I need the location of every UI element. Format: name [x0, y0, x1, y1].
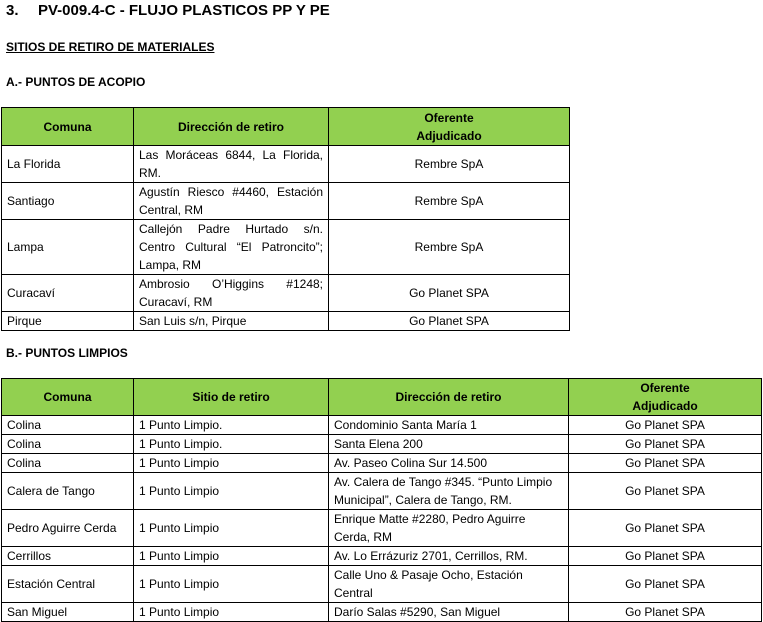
- table-row: [2, 312, 570, 331]
- limpios-cell-sitio: 1 Punto Limpio.: [134, 435, 329, 454]
- table-row: [2, 566, 762, 603]
- limpios-cell-comuna: Colina: [2, 454, 134, 473]
- limpios-cell-oferente: Go Planet SPA: [569, 435, 762, 454]
- limpios-cell-direccion: Calle Uno & Pasaje Ocho, Estación Central: [329, 566, 569, 603]
- limpios-cell-direccion: Santa Elena 200: [329, 435, 569, 454]
- table-row: [2, 146, 570, 183]
- acopio-cell-comuna: Pirque: [2, 312, 134, 331]
- acopio-cell-comuna: La Florida: [2, 146, 134, 183]
- acopio-cell-oferente: Rembre SpA: [329, 183, 570, 220]
- limpios-header-direccion: Dirección de retiro: [329, 379, 569, 416]
- limpios-cell-direccion: Condominio Santa María 1: [329, 416, 569, 435]
- limpios-cell-sitio: 1 Punto Limpio: [134, 547, 329, 566]
- limpios-header-oferente-line1: Oferente: [640, 381, 690, 395]
- limpios-cell-comuna: San Miguel: [2, 603, 134, 622]
- section-title: PV-009.4-C - FLUJO PLASTICOS PP Y PE: [38, 2, 330, 19]
- acopio-header-direccion: Dirección de retiro: [134, 108, 329, 146]
- acopio-cell-oferente: Rembre SpA: [329, 146, 570, 183]
- table-row: [2, 473, 762, 510]
- acopio-header-oferente: [329, 108, 570, 146]
- limpios-cell-oferente: Go Planet SPA: [569, 454, 762, 473]
- section-number: 3.: [6, 2, 19, 19]
- acopio-cell-oferente: Go Planet SPA: [329, 275, 570, 312]
- table-row: [2, 416, 762, 435]
- table-row: [2, 603, 762, 622]
- limpios-cell-sitio: 1 Punto Limpio: [134, 473, 329, 510]
- limpios-cell-sitio: 1 Punto Limpio: [134, 603, 329, 622]
- limpios-cell-sitio: 1 Punto Limpio: [134, 510, 329, 547]
- table-row: [2, 454, 762, 473]
- acopio-header-oferente-line1: Oferente: [424, 110, 474, 125]
- limpios-cell-direccion: Av. Lo Errázuriz 2701, Cerrillos, RM.: [329, 547, 569, 566]
- acopio-cell-direccion: Ambrosio O’Higgins #1248; Curacaví, RM: [134, 275, 329, 312]
- limpios-cell-oferente: Go Planet SPA: [569, 473, 762, 510]
- limpios-cell-direccion: Av. Paseo Colina Sur 14.500: [329, 454, 569, 473]
- table-row: [2, 510, 762, 547]
- acopio-header-row: [2, 108, 570, 146]
- table-row: [2, 435, 762, 454]
- acopio-cell-direccion: Callejón Padre Hurtado s/n. Centro Cultural “El Patroncito”; Lampa, RM: [134, 220, 329, 275]
- limpios-section-title: B.- PUNTOS LIMPIOS: [6, 346, 128, 360]
- acopio-cell-comuna: Curacaví: [2, 275, 134, 312]
- limpios-cell-direccion: Enrique Matte #2280, Pedro Aguirre Cerda, RM: [329, 510, 569, 547]
- section-heading: [6, 2, 330, 19]
- limpios-cell-oferente: Go Planet SPA: [569, 547, 762, 566]
- limpios-cell-oferente: Go Planet SPA: [569, 566, 762, 603]
- acopio-cell-comuna: Santiago: [2, 183, 134, 220]
- acopio-cell-direccion: Agustín Riesco #4460, Estación Central, RM: [134, 183, 329, 220]
- acopio-cell-direccion: Las Moráceas 6844, La Florida, RM.: [134, 146, 329, 183]
- limpios-table: [1, 378, 762, 622]
- table-row: [2, 220, 570, 275]
- limpios-cell-comuna: Cerrillos: [2, 547, 134, 566]
- document-subtitle: SITIOS DE RETIRO DE MATERIALES: [6, 40, 215, 54]
- limpios-cell-comuna: Colina: [2, 435, 134, 454]
- limpios-header-oferente: [569, 379, 762, 416]
- acopio-header-oferente-line2: Adjudicado: [416, 128, 482, 143]
- limpios-cell-comuna: Calera de Tango: [2, 473, 134, 510]
- limpios-header-sitio: Sitio de retiro: [134, 379, 329, 416]
- acopio-cell-direccion: San Luis s/n, Pirque: [134, 312, 329, 331]
- limpios-cell-sitio: 1 Punto Limpio: [134, 454, 329, 473]
- table-row: [2, 275, 570, 312]
- table-row: [2, 183, 570, 220]
- limpios-cell-comuna: Colina: [2, 416, 134, 435]
- table-row: [2, 547, 762, 566]
- limpios-cell-direccion: Darío Salas #5290, San Miguel: [329, 603, 569, 622]
- acopio-table: [1, 107, 570, 331]
- limpios-cell-direccion: Av. Calera de Tango #345. “Punto Limpio Municipal”, Calera de Tango, RM.: [329, 473, 569, 510]
- limpios-cell-sitio: 1 Punto Limpio: [134, 566, 329, 603]
- limpios-cell-comuna: Pedro Aguirre Cerda: [2, 510, 134, 547]
- limpios-header-row: [2, 379, 762, 416]
- acopio-cell-comuna: Lampa: [2, 220, 134, 275]
- limpios-header-oferente-line2: Adjudicado: [632, 399, 698, 413]
- acopio-cell-oferente: Go Planet SPA: [329, 312, 570, 331]
- limpios-cell-oferente: Go Planet SPA: [569, 416, 762, 435]
- acopio-cell-oferente: Rembre SpA: [329, 220, 570, 275]
- limpios-cell-sitio: 1 Punto Limpio.: [134, 416, 329, 435]
- limpios-cell-oferente: Go Planet SPA: [569, 603, 762, 622]
- limpios-header-comuna: Comuna: [2, 379, 134, 416]
- limpios-cell-comuna: Estación Central: [2, 566, 134, 603]
- limpios-cell-oferente: Go Planet SPA: [569, 510, 762, 547]
- acopio-header-comuna: Comuna: [2, 108, 134, 146]
- acopio-section-title: A.- PUNTOS DE ACOPIO: [6, 75, 146, 89]
